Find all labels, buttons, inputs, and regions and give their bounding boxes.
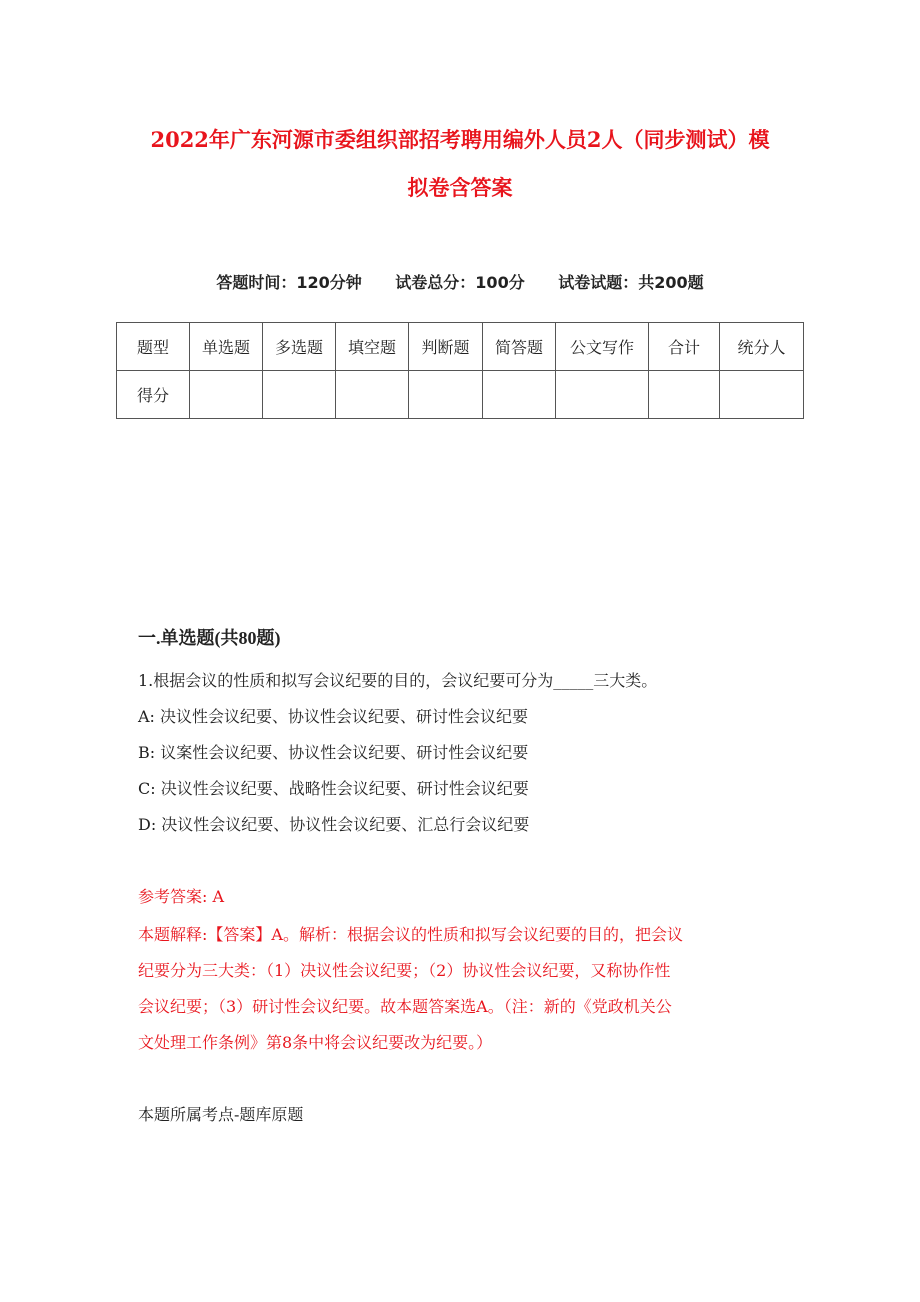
table-header: 判断题 — [409, 323, 483, 371]
table-header: 多选题 — [263, 323, 336, 371]
topic-note: 本题所属考点-题库原题 — [138, 1105, 304, 1124]
table-header: 题型 — [117, 323, 190, 371]
section-heading: 一.单选题(共80题) — [138, 628, 281, 648]
table-header-row — [117, 323, 804, 371]
score-cell — [556, 371, 649, 419]
score-table — [116, 322, 804, 419]
exam-total: 试卷总分：100分 — [395, 273, 525, 292]
doc-title-line1: 2022年广东河源市委组织部招考聘用编外人员2人（同步测试）模 — [150, 127, 770, 152]
explanation-line: 文处理工作条例》第8条中将会议纪要改为纪要。） — [138, 1033, 493, 1052]
table-header: 公文写作 — [556, 323, 649, 371]
table-header: 合计 — [649, 323, 720, 371]
table-header: 单选题 — [190, 323, 263, 371]
exam-time: 答题时间：120分钟 — [216, 273, 362, 292]
explanation-line: 会议纪要；（3）研讨性会议纪要。故本题答案选A。（注：新的《党政机关公 — [138, 997, 672, 1016]
explanation-line: 纪要分为三大类：（1）决议性会议纪要；（2）协议性会议纪要，又称协作性 — [138, 961, 671, 980]
option-d: D: 决议性会议纪要、协议性会议纪要、汇总行会议纪要 — [138, 815, 530, 834]
table-header: 简答题 — [483, 323, 556, 371]
score-cell — [649, 371, 720, 419]
table-header: 填空题 — [336, 323, 409, 371]
score-cell — [409, 371, 483, 419]
row-label: 得分 — [117, 371, 190, 419]
exam-count: 试卷试题：共200题 — [558, 273, 704, 292]
score-cell — [190, 371, 263, 419]
score-cell — [263, 371, 336, 419]
score-cell — [720, 371, 804, 419]
score-cell — [483, 371, 556, 419]
table-header: 统分人 — [720, 323, 804, 371]
question-stem: 1.根据会议的性质和拟写会议纪要的目的，会议纪要可分为_____三大类。 — [138, 671, 658, 690]
option-c: C: 决议性会议纪要、战略性会议纪要、研讨性会议纪要 — [138, 779, 529, 798]
exam-info — [0, 270, 920, 293]
option-a: A: 决议性会议纪要、协议性会议纪要、研讨性会议纪要 — [138, 707, 529, 726]
score-cell — [336, 371, 409, 419]
doc-title-line2: 拟卷含答案 — [407, 175, 513, 200]
option-b: B: 议案性会议纪要、协议性会议纪要、研讨性会议纪要 — [138, 743, 529, 762]
table-row — [117, 371, 804, 419]
explanation-line: 本题解释:【答案】A。解析：根据会议的性质和拟写会议纪要的目的，把会议 — [138, 925, 683, 944]
reference-answer: 参考答案: A — [138, 887, 225, 906]
